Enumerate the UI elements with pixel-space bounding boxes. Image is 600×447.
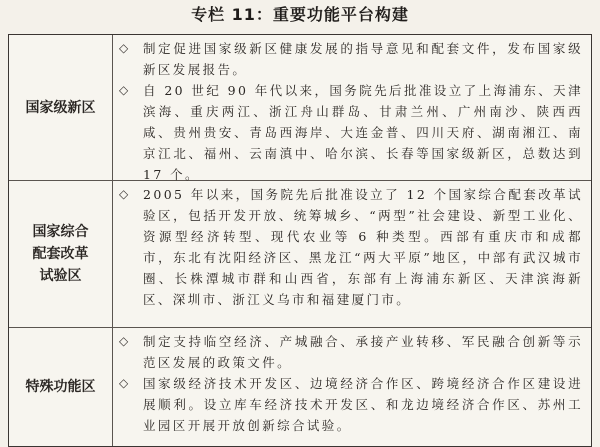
label-line: 配套改革 xyxy=(32,246,89,262)
diamond-bullet-icon: ◇ xyxy=(119,41,129,55)
section-content xyxy=(113,328,591,446)
section-content xyxy=(113,181,591,327)
section-comprehensive-reform-zones xyxy=(9,181,591,328)
section-label xyxy=(9,35,113,180)
label-line: 国家综合 xyxy=(32,224,89,240)
bullet-item xyxy=(119,80,583,185)
label-line: 试验区 xyxy=(39,268,82,284)
diamond-bullet-icon: ◇ xyxy=(119,334,129,348)
bullet-text: 2005 年以来，国务院先后批准设立了 12 个国家综合配套改革试验区，包括开发开放、统筹城乡、“两型”社会建设、新型工业化、资源型经济转型、现代农业等 6 种类型。西部有重庆市和成都市，东北有沈阳经济区、黑龙江“两大平原”地区，中部有武汉城市圈、长株潭城市群和山西省，东部有上海浦东新区、天津滨海新区、深圳市、浙江义乌市和福建厦门市。 xyxy=(143,187,583,307)
section-national-new-areas xyxy=(9,35,591,181)
diamond-bullet-icon: ◇ xyxy=(119,376,129,390)
bullet-item xyxy=(119,184,583,310)
section-label xyxy=(9,181,113,327)
section-special-function-zones xyxy=(9,328,591,446)
bullet-text: 制定促进国家级新区健康发展的指导意见和配套文件，发布国家级新区发展报告。 xyxy=(143,41,583,77)
bullet-item xyxy=(119,38,583,80)
bullet-text: 自 20 世纪 90 年代以来，国务院先后批准设立了上海浦东、天津滨海、重庆两江、浙江舟山群岛、甘肃兰州、广州南沙、陕西西咸、贵州贵安、青岛西海岸、大连金普、四川天府、湖南湘江、南京江北、福州、云南滇中、哈尔滨、长春等国家级新区，总数达到 17 个。 xyxy=(143,83,583,182)
section-content xyxy=(113,35,591,180)
column-title: 专栏 11：重要功能平台构建 xyxy=(191,5,409,24)
bullet-item xyxy=(119,331,583,373)
bullet-text: 制定支持临空经济、产城融合、承接产业转移、军民融合创新等示范区发展的政策文件。 xyxy=(143,334,583,370)
label-line: 国家级新区 xyxy=(25,99,96,116)
section-label xyxy=(9,328,113,446)
bullet-text: 国家级经济技术开发区、边境经济合作区、跨境经济合作区建设进展顺利。设立库车经济技术开发区、和龙边境经济合作区、苏州工业园区开展开放创新综合试验。 xyxy=(143,376,583,433)
platform-table xyxy=(8,34,592,447)
label-line: 特殊功能区 xyxy=(25,379,96,395)
diamond-bullet-icon: ◇ xyxy=(119,83,129,97)
diamond-bullet-icon: ◇ xyxy=(119,187,129,201)
bullet-item xyxy=(119,373,583,436)
